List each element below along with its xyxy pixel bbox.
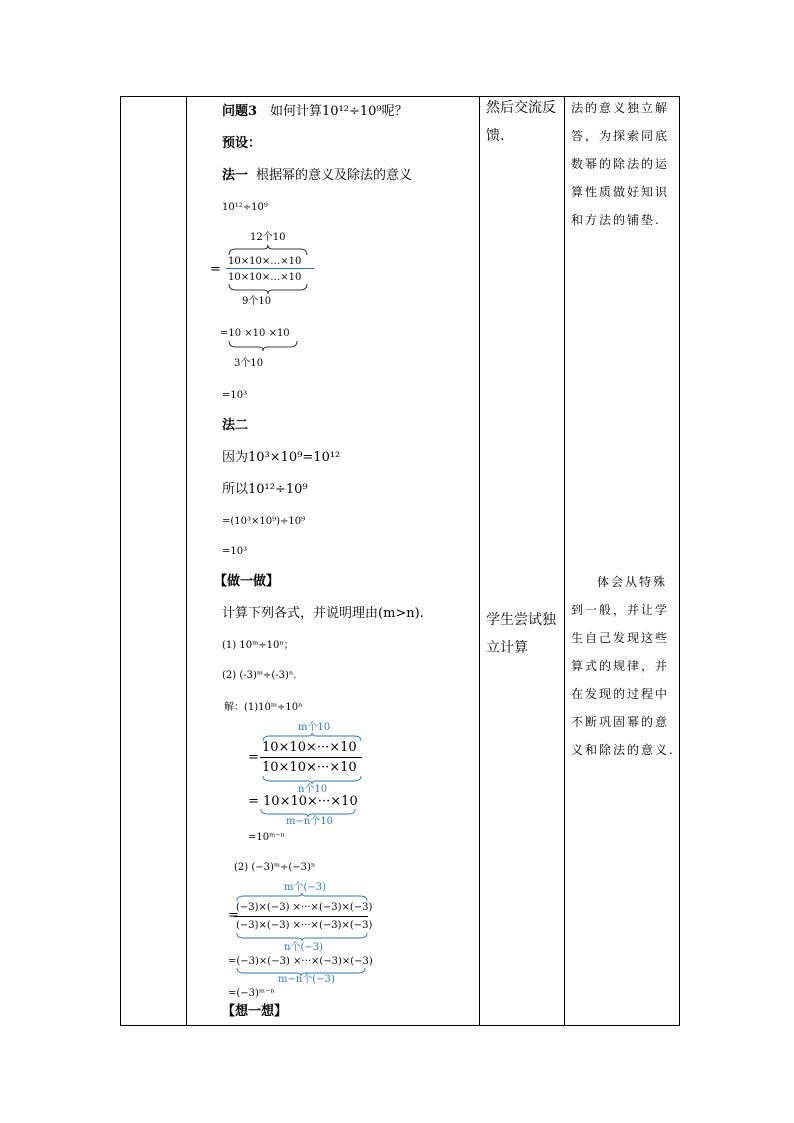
method1-expression: 10¹²÷10⁹ — [222, 202, 268, 213]
method2-line3: =(10³×10⁹)÷10⁹ — [222, 516, 306, 527]
method2-label: 法二 — [222, 418, 249, 433]
s1-numerator-count: m个10 — [298, 722, 331, 733]
s1-result: =10ᵐ⁻ⁿ — [248, 832, 285, 843]
student-text-d1: 学生尝试独 — [486, 612, 556, 628]
m1-fraction-bar — [226, 268, 314, 269]
s1-numerator: 10×10×···×10 — [262, 740, 357, 755]
intent-b5: 在发现的过程中 — [571, 687, 670, 701]
s1-equals: = — [248, 750, 259, 765]
m1-equals: = — [210, 262, 221, 277]
m1-step2-brace — [228, 340, 298, 352]
method2-line2: 所以10¹²÷10⁹ — [222, 482, 308, 497]
intent-b3: 生自己发现这些 — [571, 631, 670, 645]
zuo-question2: (2) (-3)ᵐ÷(-3)ⁿ. — [222, 670, 297, 681]
method1-text: 根据幂的意义及除法的意义 — [256, 168, 413, 183]
q3-label: 问题3 — [222, 104, 258, 119]
column-divider-2 — [479, 97, 480, 1026]
student-text-c2: 馈. — [486, 128, 505, 144]
column-divider-1 — [186, 97, 187, 1026]
zuo-intro: 计算下列各式，并说明理由(m>n). — [222, 606, 424, 621]
s2-result: =(−3)ᵐ⁻ⁿ — [228, 988, 275, 999]
s1-step2: = 10×10×···×10 — [248, 794, 358, 809]
s2-fraction-bar — [234, 916, 368, 917]
intent-a2: 答，为探索同底 — [571, 129, 670, 143]
solution-label: 解：(1)10ᵐ÷10ⁿ — [224, 702, 303, 713]
method2-line4: =10³ — [222, 546, 248, 557]
s1-fraction-bar — [260, 757, 362, 758]
s1-step2-count: m−n个10 — [286, 816, 334, 827]
m1-result: =10³ — [222, 390, 248, 401]
method2-line1: 因为10³×10⁹=10¹² — [222, 450, 341, 465]
zuo-title: 【做一做】 — [214, 574, 280, 589]
zuo-question1: (1) 10ᵐ÷10ⁿ； — [222, 640, 294, 651]
column-divider-3 — [564, 97, 565, 1026]
q3-text: 如何计算10¹²÷10⁹呢？ — [270, 104, 408, 119]
intent-a5: 和方法的铺垫. — [571, 213, 661, 227]
s2-denominator: (−3)×(−3) ×···×(−3)×(−3) — [236, 920, 373, 931]
method1-label: 法一 — [222, 168, 249, 183]
intent-b2: 到一般，并让学 — [571, 603, 670, 617]
s2-equals: = — [228, 908, 239, 923]
intent-b1: 体会从特殊 — [597, 575, 668, 589]
s2-step2-count: m−n个(−3) — [278, 974, 335, 985]
intent-a3: 数幂的除法的运 — [571, 157, 670, 171]
intent-b7: 义和除法的意义. — [571, 743, 675, 757]
s2-step2: =(−3)×(−3) ×···×(−3)×(−3) — [228, 956, 373, 967]
s1-denominator-count: n个10 — [298, 784, 328, 795]
preset-label: 预设： — [222, 136, 262, 151]
m1-step2: =10 ×10 ×10 — [220, 328, 290, 339]
s2-head: (2) (−3)ᵐ÷(−3)ⁿ — [234, 862, 316, 873]
m1-denominator-count: 9个10 — [242, 296, 272, 307]
m1-numerator-count: 12个10 — [250, 232, 286, 243]
intent-b4: 算式的规律，并 — [571, 659, 670, 673]
table-right-border — [679, 96, 680, 1026]
m1-numerator: 10×10×…×10 — [228, 256, 302, 267]
table-bottom-border — [120, 1025, 680, 1026]
s2-denominator-count: n个(−3) — [284, 942, 323, 953]
intent-b6: 不断巩固幂的意 — [571, 715, 670, 729]
table-left-border — [120, 97, 121, 1026]
intent-a1: 法的意义独立解 — [571, 101, 670, 115]
intent-a4: 算性质做好知识 — [571, 185, 670, 199]
student-text-d2: 立计算 — [486, 640, 528, 656]
s2-numerator-count: m个(−3) — [284, 882, 327, 893]
m1-denominator: 10×10×…×10 — [228, 272, 302, 283]
m1-step2-count: 3个10 — [234, 358, 264, 369]
s2-numerator: (−3)×(−3) ×···×(−3)×(−3) — [236, 902, 373, 913]
student-text-c1: 然后交流反 — [486, 100, 556, 116]
table-top-border — [120, 96, 680, 97]
xiang-title: 【想一想】 — [222, 1004, 288, 1019]
s1-denominator: 10×10×···×10 — [262, 760, 357, 775]
